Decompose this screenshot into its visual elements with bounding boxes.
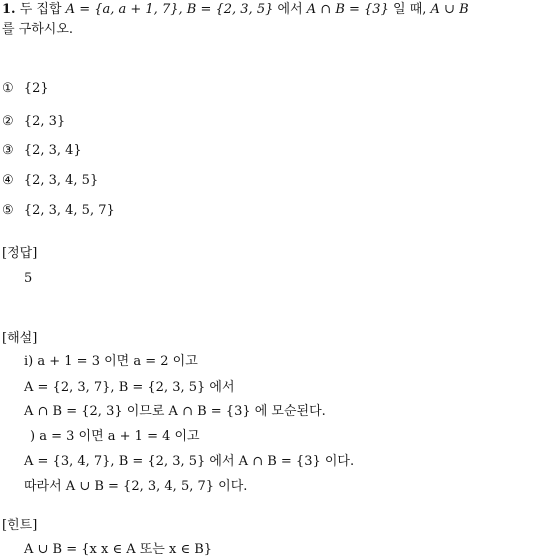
choice-2[interactable] [2, 114, 65, 130]
condition: A ∩ B = {3} [306, 2, 389, 17]
question-text: 일 때, [393, 2, 427, 17]
question-text: 에서 [277, 2, 303, 17]
explanation-line: A ∩ B = {2, 3} 이므로 A ∩ B = {3} 에 모순된다. [24, 404, 326, 419]
choice-mark: ① [2, 81, 14, 96]
choice-value: {2, 3, 4, 5} [23, 173, 99, 188]
set-a: A = {a, a + 1, 7}, [65, 2, 183, 17]
explanation-line: A = {2, 3, 7}, B = {2, 3, 5} 에서 [24, 380, 235, 395]
choice-mark: ⑤ [2, 203, 14, 218]
choice-1[interactable] [2, 81, 49, 97]
choice-value: {2} [23, 81, 49, 96]
answer-value: 5 [24, 271, 33, 286]
explanation-line: 따라서 A ∪ B = {2, 3, 4, 5, 7} 이다. [24, 479, 248, 494]
explanation-line: ) a = 3 이면 a + 1 = 4 이고 [30, 429, 200, 444]
answer-label: [정답] [2, 246, 38, 261]
choice-value: {2, 3, 4, 5, 7} [23, 203, 115, 218]
set-b: B = {2, 3, 5} [186, 2, 274, 17]
question-line-1 [2, 2, 469, 18]
choice-4[interactable] [2, 173, 98, 189]
hint-label: [힌트] [2, 518, 38, 533]
explanation-label: [해설] [2, 331, 38, 346]
target: A ∪ B [430, 2, 469, 17]
question-number: 1. [2, 2, 16, 17]
choice-value: {2, 3} [23, 114, 66, 129]
explanation-line: A = {3, 4, 7}, B = {2, 3, 5} 에서 A ∩ B = {3} 이다. [24, 454, 355, 469]
question-line-2: 를 구하시오. [2, 22, 74, 37]
choice-mark: ③ [2, 143, 14, 158]
choice-value: {2, 3, 4} [23, 143, 82, 158]
explanation-line: ⅰ) a + 1 = 3 이면 a = 2 이고 [24, 354, 198, 369]
question-text: 두 집합 [19, 2, 62, 17]
choice-mark: ④ [2, 173, 14, 188]
choice-5[interactable] [2, 203, 115, 219]
choice-mark: ② [2, 114, 14, 129]
hint-line: A ∪ B = {x x ∈ A 또는 x ∈ B} [24, 542, 213, 557]
choice-3[interactable] [2, 143, 82, 159]
